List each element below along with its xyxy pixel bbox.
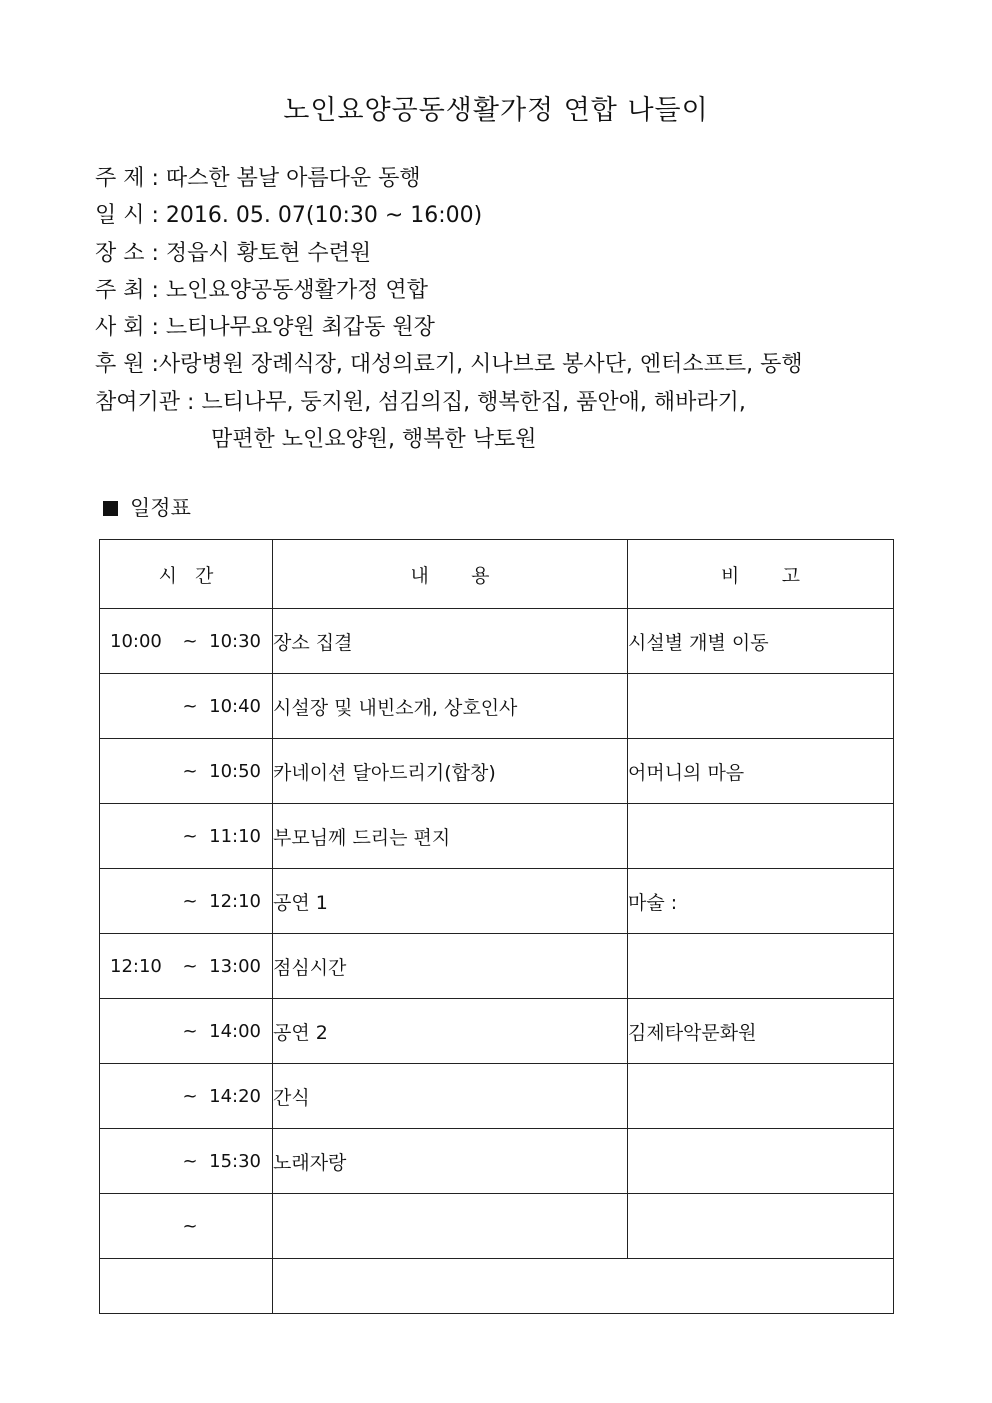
- info-separator: :: [151, 166, 159, 191]
- table-row: [100, 934, 894, 999]
- end-time: 15:30: [209, 1150, 261, 1172]
- info-label: 후 원: [95, 352, 145, 378]
- content-cell: 장소 집결: [273, 609, 628, 674]
- tilde: ~: [182, 1020, 198, 1042]
- header-note: 비 고: [628, 540, 894, 609]
- info-value: 노인요양공동생활가정 연합: [165, 277, 428, 303]
- info-row-date: [95, 197, 803, 234]
- table-row: [100, 1129, 894, 1194]
- info-label: 참여기관: [95, 389, 181, 415]
- time-cell: [100, 739, 273, 804]
- end-time: 14:00: [209, 1020, 261, 1042]
- info-value: 정읍시 황토현 수련원: [165, 240, 372, 266]
- table-row: [100, 1064, 894, 1129]
- time-cell: [100, 934, 273, 999]
- content-cell: 노래자랑: [273, 1129, 628, 1194]
- info-row-sponsor: [95, 346, 803, 383]
- tilde: ~: [182, 1150, 198, 1172]
- final-merged-cell: [273, 1259, 894, 1314]
- tilde: ~: [182, 760, 198, 782]
- page-title: 노인요양공동생활가정 연합 나들이: [283, 95, 709, 126]
- info-label: 장 소: [95, 240, 145, 266]
- table-row: [100, 869, 894, 934]
- content-cell: [273, 1194, 628, 1259]
- tilde: ~: [182, 695, 198, 717]
- table-row: [100, 739, 894, 804]
- tilde: ~: [182, 890, 198, 912]
- info-separator: :: [151, 352, 159, 378]
- info-row-participants: [95, 384, 803, 421]
- table-header-row: [100, 540, 894, 609]
- info-separator: :: [151, 277, 159, 303]
- note-cell: 마술 :: [628, 869, 894, 934]
- end-time: 11:10: [209, 825, 261, 847]
- time-cell: [100, 1194, 273, 1259]
- end-time: 10:30: [209, 630, 261, 652]
- final-time-cell: [100, 1259, 273, 1314]
- info-label: 주 최: [95, 277, 145, 303]
- schedule-table: [99, 539, 894, 1314]
- time-cell: [100, 674, 273, 739]
- time-cell: [100, 1064, 273, 1129]
- end-time: 10:50: [209, 760, 261, 782]
- info-label: 일 시: [95, 203, 145, 229]
- note-cell: 시설별 개별 이동: [628, 609, 894, 674]
- content-cell: 공연 1: [273, 869, 628, 934]
- info-separator: :: [151, 240, 159, 266]
- black-square-icon: [103, 501, 118, 516]
- content-cell: 시설장 및 내빈소개, 상호인사: [273, 674, 628, 739]
- note-cell: 김제타악문화원: [628, 999, 894, 1064]
- table-row: [100, 674, 894, 739]
- info-value: 사랑병원 장례식장, 대성의료기, 시나브로 봉사단, 엔터소프트, 동행: [158, 352, 803, 378]
- end-time: 12:10: [209, 890, 261, 912]
- table-row: [100, 999, 894, 1064]
- end-time: 13:00: [209, 955, 261, 977]
- info-separator: :: [151, 203, 159, 229]
- header-time: 시 간: [100, 540, 273, 609]
- schedule-heading: [103, 492, 191, 522]
- table-row-final: [100, 1259, 894, 1314]
- info-row-host: [95, 272, 803, 309]
- time-cell: [100, 999, 273, 1064]
- info-row-place: [95, 235, 803, 272]
- content-cell: 카네이션 달아드리기(합창): [273, 739, 628, 804]
- note-cell: [628, 934, 894, 999]
- content-cell: 점심시간: [273, 934, 628, 999]
- content-cell: 공연 2: [273, 999, 628, 1064]
- note-cell: [628, 674, 894, 739]
- time-cell: [100, 609, 273, 674]
- tilde: ~: [182, 1215, 198, 1237]
- note-cell: [628, 1194, 894, 1259]
- table-row: [100, 1194, 894, 1259]
- info-label: 주 제: [95, 166, 145, 191]
- info-value: 느티나무요양원 최갑동 원장: [165, 315, 435, 341]
- time-cell: [100, 869, 273, 934]
- content-cell: 간식: [273, 1064, 628, 1129]
- info-row-theme: [95, 160, 803, 197]
- note-cell: [628, 1129, 894, 1194]
- end-time: 10:40: [209, 695, 261, 717]
- schedule-heading-label: 일정표: [130, 496, 191, 520]
- time-cell: [100, 1129, 273, 1194]
- note-cell: [628, 1064, 894, 1129]
- start-time: 12:10: [110, 955, 162, 977]
- event-info: [95, 160, 803, 458]
- note-cell: [628, 804, 894, 869]
- info-separator: :: [187, 389, 195, 415]
- note-cell: 어머니의 마음: [628, 739, 894, 804]
- end-time: 14:20: [209, 1085, 261, 1107]
- time-cell: [100, 804, 273, 869]
- info-row-participants-continued: 맘편한 노인요양원, 행복한 낙토원: [211, 427, 537, 453]
- tilde: ~: [182, 630, 198, 652]
- content-cell: 부모님께 드리는 편지: [273, 804, 628, 869]
- table-row: [100, 609, 894, 674]
- table-row: [100, 804, 894, 869]
- tilde: ~: [182, 1085, 198, 1107]
- tilde: ~: [182, 825, 198, 847]
- info-value: 2016. 05. 07(10:30 ~ 16:00): [165, 203, 483, 229]
- header-content: 내 용: [273, 540, 628, 609]
- tilde: ~: [182, 955, 198, 977]
- start-time: 10:00: [110, 630, 162, 652]
- info-separator: :: [151, 315, 159, 341]
- info-value: 따스한 봄날 아름다운 동행: [165, 166, 421, 191]
- info-value: 느티나무, 둥지원, 섬김의집, 행복한집, 품안애, 해바라기,: [201, 389, 746, 415]
- info-label: 사 회: [95, 315, 145, 341]
- info-row-mc: [95, 309, 803, 346]
